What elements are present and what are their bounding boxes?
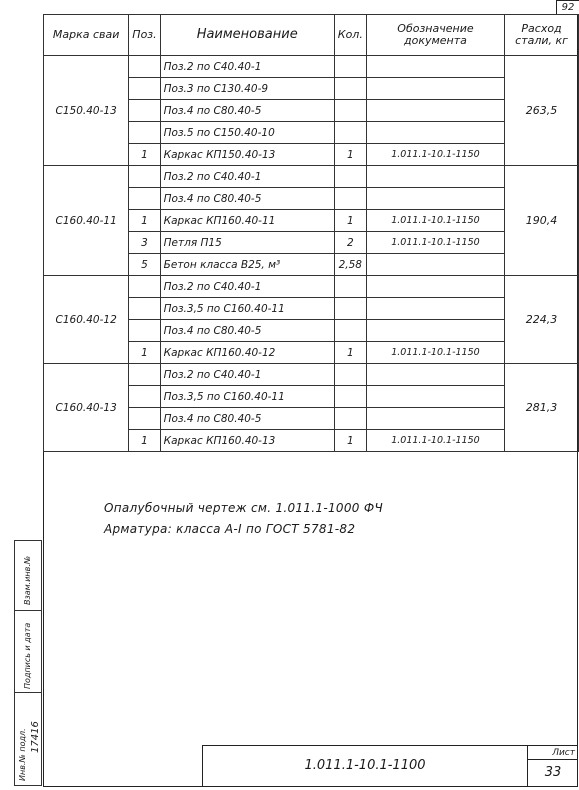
page-number: 92 xyxy=(556,0,579,15)
name-cell: Поз.4 по С80.40-5 xyxy=(160,320,334,342)
doc-cell: 1.011.1-10.1-1150 xyxy=(366,144,504,166)
name-cell: Поз.2 по С40.40-1 xyxy=(160,166,334,188)
qty-cell xyxy=(334,166,366,188)
note-formwork: Опалубочный чертеж см. 1.011.1-1000 ФЧ xyxy=(104,501,383,515)
side-cell-replace xyxy=(15,541,41,611)
side-label-replace: Взам.инв.№ xyxy=(23,555,32,605)
name-cell: Поз.4 по С80.40-5 xyxy=(160,188,334,210)
doc-cell xyxy=(366,408,504,430)
pos-cell: 5 xyxy=(129,254,160,276)
qty-cell xyxy=(334,276,366,298)
doc-cell xyxy=(366,100,504,122)
name-cell: Поз.3,5 по С160.40-11 xyxy=(160,298,334,320)
header-pos: Поз. xyxy=(129,15,160,56)
pos-cell xyxy=(129,386,160,408)
qty-cell: 1 xyxy=(334,430,366,452)
name-cell: Поз.5 по С150.40-10 xyxy=(160,122,334,144)
pos-cell: 1 xyxy=(129,210,160,232)
qty-cell xyxy=(334,386,366,408)
pos-cell xyxy=(129,298,160,320)
pile-brand-cell: С160.40-11 xyxy=(44,166,129,276)
qty-cell xyxy=(334,188,366,210)
doc-cell xyxy=(366,386,504,408)
name-cell: Бетон класса В25, м³ xyxy=(160,254,334,276)
table-header-row xyxy=(44,15,579,56)
pos-cell xyxy=(129,166,160,188)
qty-cell xyxy=(334,364,366,386)
header-name: Наименование xyxy=(160,15,334,56)
name-cell: Поз.2 по С40.40-1 xyxy=(160,364,334,386)
pos-cell xyxy=(129,188,160,210)
steel-cell: 224,3 xyxy=(505,276,579,364)
specification-table xyxy=(43,14,579,452)
pile-brand-cell: С160.40-12 xyxy=(44,276,129,364)
note-reinforcement: Арматура: класса А-I по ГОСТ 5781-82 xyxy=(104,522,356,536)
doc-cell xyxy=(366,188,504,210)
qty-cell xyxy=(334,408,366,430)
pos-cell xyxy=(129,56,160,78)
qty-cell: 2,58 xyxy=(334,254,366,276)
pos-cell xyxy=(129,276,160,298)
qty-cell xyxy=(334,78,366,100)
side-label-inventory: Инв.№ подл. xyxy=(18,728,27,781)
name-cell: Поз.2 по С40.40-1 xyxy=(160,276,334,298)
name-cell: Каркас КП160.40-11 xyxy=(160,210,334,232)
qty-cell: 1 xyxy=(334,144,366,166)
name-cell: Поз.2 по С40.40-1 xyxy=(160,56,334,78)
pos-cell: 3 xyxy=(129,232,160,254)
steel-cell: 190,4 xyxy=(505,166,579,276)
pos-cell xyxy=(129,100,160,122)
steel-cell: 281,3 xyxy=(505,364,579,452)
pile-brand-cell: С160.40-13 xyxy=(44,364,129,452)
pile-brand-cell: С150.40-13 xyxy=(44,56,129,166)
doc-cell xyxy=(366,56,504,78)
doc-cell: 1.011.1-10.1-1150 xyxy=(366,342,504,364)
inventory-number: 17416 xyxy=(30,721,41,753)
steel-cell: 263,5 xyxy=(505,56,579,166)
sheet-number: 33 xyxy=(544,765,562,780)
pos-cell: 1 xyxy=(129,430,160,452)
pos-cell xyxy=(129,78,160,100)
notes-block xyxy=(104,498,383,540)
name-cell: Каркас КП160.40-12 xyxy=(160,342,334,364)
doc-cell xyxy=(366,166,504,188)
pos-cell xyxy=(129,122,160,144)
document-code: 1.011.1-10.1-1100 xyxy=(304,758,426,773)
name-cell: Поз.3,5 по С160.40-11 xyxy=(160,386,334,408)
qty-cell xyxy=(334,122,366,144)
side-cell-signature xyxy=(15,611,41,693)
qty-cell xyxy=(334,298,366,320)
name-cell: Поз.4 по С80.40-5 xyxy=(160,408,334,430)
side-label-signature: Подпись и дата xyxy=(23,622,32,689)
name-cell: Петля П15 xyxy=(160,232,334,254)
qty-cell xyxy=(334,100,366,122)
pos-cell xyxy=(129,320,160,342)
doc-cell: 1.011.1-10.1-1150 xyxy=(366,430,504,452)
doc-cell xyxy=(366,364,504,386)
header-qty: Кол. xyxy=(334,15,366,56)
pos-cell: 1 xyxy=(129,342,160,364)
name-cell: Поз.4 по С80.40-5 xyxy=(160,100,334,122)
qty-cell xyxy=(334,56,366,78)
qty-cell: 1 xyxy=(334,342,366,364)
pos-cell xyxy=(129,364,160,386)
sheet-box xyxy=(527,746,579,786)
doc-cell: 1.011.1-10.1-1150 xyxy=(366,232,504,254)
table-row xyxy=(44,364,579,386)
title-block xyxy=(202,745,578,787)
qty-cell xyxy=(334,320,366,342)
name-cell: Каркас КП150.40-13 xyxy=(160,144,334,166)
side-stamp xyxy=(14,540,42,786)
pos-cell xyxy=(129,408,160,430)
doc-cell: 1.011.1-10.1-1150 xyxy=(366,210,504,232)
table-row xyxy=(44,166,579,188)
name-cell: Каркас КП160.40-13 xyxy=(160,430,334,452)
header-steel: Расход стали, кг xyxy=(505,15,579,56)
doc-cell xyxy=(366,320,504,342)
side-cell-inventory xyxy=(15,693,41,787)
doc-cell xyxy=(366,78,504,100)
doc-cell xyxy=(366,254,504,276)
pos-cell: 1 xyxy=(129,144,160,166)
doc-cell xyxy=(366,122,504,144)
doc-cell xyxy=(366,298,504,320)
header-doc: Обозначение документа xyxy=(366,15,504,56)
header-brand: Марка сваи xyxy=(44,15,129,56)
table-row xyxy=(44,276,579,298)
sheet-label: Лист xyxy=(528,746,578,760)
qty-cell: 2 xyxy=(334,232,366,254)
doc-cell xyxy=(366,276,504,298)
table-row xyxy=(44,56,579,78)
qty-cell: 1 xyxy=(334,210,366,232)
name-cell: Поз.3 по С130.40-9 xyxy=(160,78,334,100)
